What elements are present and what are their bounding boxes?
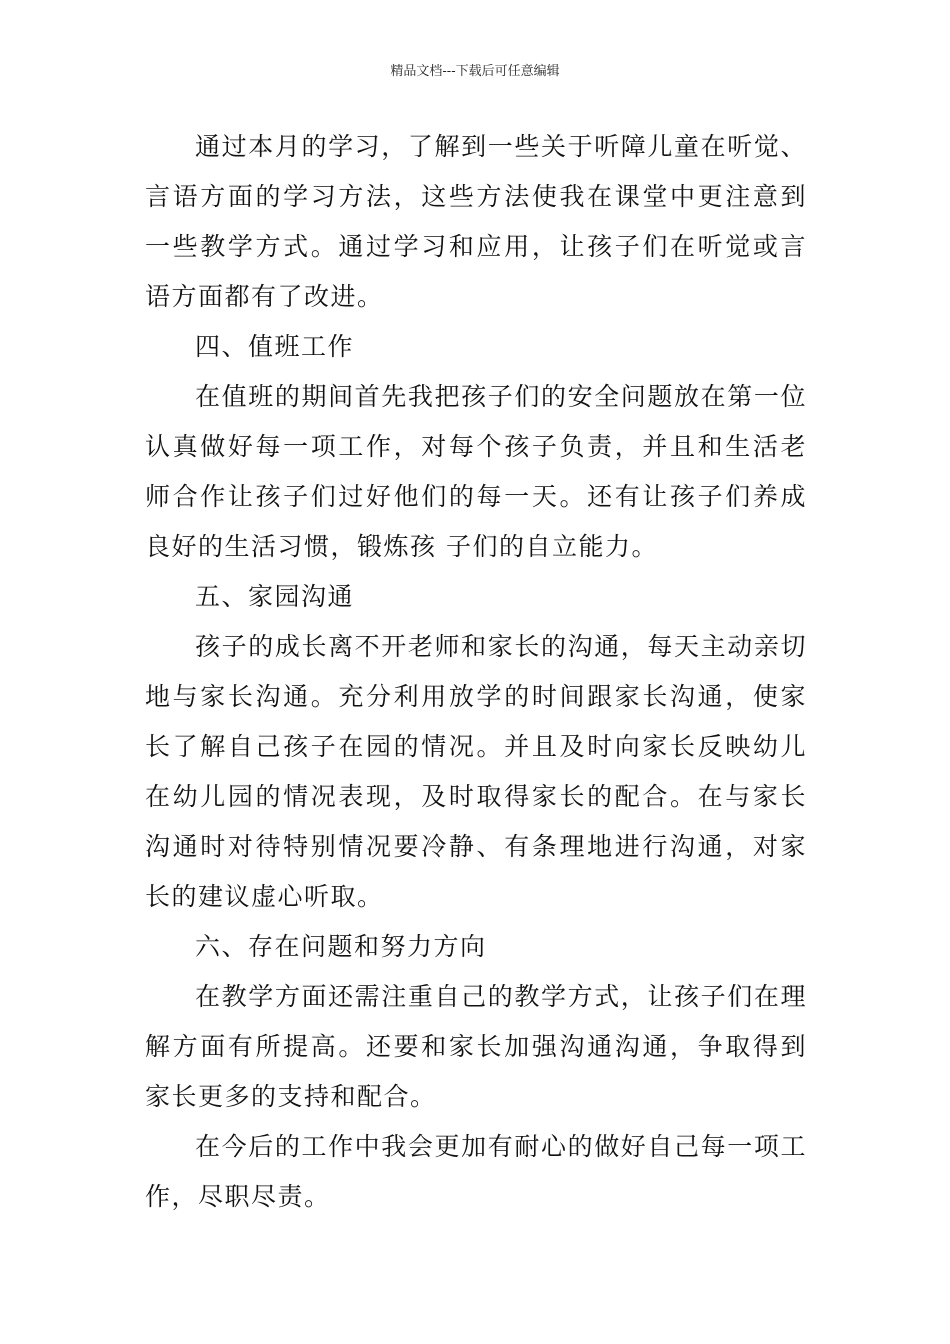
page-header: 精品文档---下载后可任意编辑	[390, 64, 560, 79]
paragraph-problems: 在教学方面还需注重自己的教学方式，让孩子们在理解方面有所提高。还要和家长加强沟通沟通，争取得到家长更多的支持和配合。	[145, 982, 807, 1111]
paragraph-home-school: 孩子的成长离不开老师和家长的沟通，每天主动亲切地与家长沟通。充分利用放学的时间跟家长沟通，使家长了解自己孩子在园的情况。并且及时向家长反映幼儿在幼儿园的情况表现，及时取得家长的配合。在与家长沟通时对待特别情况要冷静、有条理地进行沟通，对家长的建议虚心听取。	[145, 632, 807, 911]
section-heading-home-school: 五、家园沟通	[195, 582, 355, 611]
paragraph-duty-work: 在值班的期间首先我把孩子们的安全问题放在第一位认真做好每一项工作，对每个孩子负责，并且和生活老师合作让孩子们过好他们的每一天。还有让孩子们养成良好的生活习惯，锻炼孩 子们的自立能力。	[145, 382, 807, 561]
paragraph-study-methods: 通过本月的学习，了解到一些关于听障儿童在听觉、言语方面的学习方法，这些方法使我在课堂中更注意到一些教学方式。通过学习和应用，让孩子们在听觉或言语方面都有了改进。	[145, 132, 807, 311]
section-heading-duty-work: 四、值班工作	[195, 332, 355, 361]
section-heading-problems: 六、存在问题和努力方向	[195, 932, 487, 961]
paragraph-future-work: 在今后的工作中我会更加有耐心的做好自己每一项工作，尽职尽责。	[145, 1132, 807, 1211]
document-body	[145, 122, 807, 1222]
